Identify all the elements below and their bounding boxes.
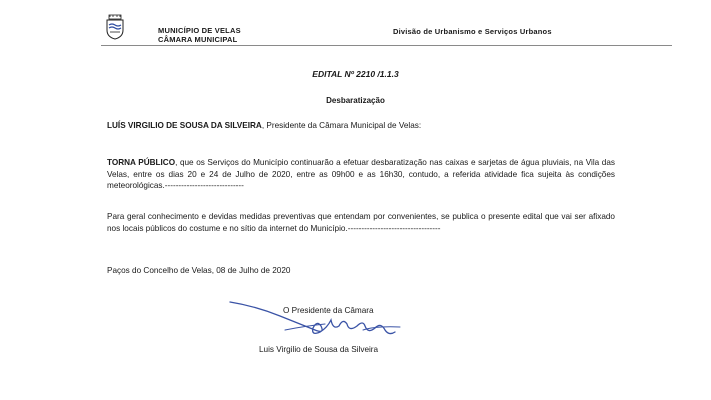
dateline: Paços do Concelho de Velas, 08 de Julho de 2020 bbox=[107, 266, 291, 275]
council-name: CÂMARA MUNICIPAL bbox=[158, 35, 238, 44]
header-divider bbox=[101, 45, 672, 46]
signature-role: O Presidente da Câmara bbox=[283, 306, 374, 315]
handwritten-signature bbox=[225, 296, 440, 346]
division-name: Divisão de Urbanismo e Serviços Urbanos bbox=[393, 27, 552, 36]
coat-of-arms-icon bbox=[103, 14, 127, 40]
president-name: LUÍS VIRGILIO DE SOUSA DA SILVEIRA bbox=[107, 121, 262, 130]
header-municipality-block bbox=[158, 26, 241, 44]
announcement-text: , que os Serviços do Município continuarão a efetuar desbaratização nas caixas e sarjetas de água pluviais, na Vila das Velas, entre os dias 20 e 24 de Julho de 2020, entre as 09h00 e as 16h30, contudo, a referida atividade fica sujeita às condições meteorológicas.----------------------------- bbox=[107, 158, 615, 190]
notice-paragraph: Para geral conhecimento e devidas medidas preventivas que entendam por convenientes, se publica o presente edital que vai ser afixado nos locais públicos do costume e no sítio da internet do Município.---------------------------------- bbox=[107, 212, 615, 233]
announcement-lead: TORNA PÚBLICO bbox=[107, 158, 176, 167]
document-subject: Desbaratização bbox=[326, 96, 385, 105]
signatory-name: Luis Virgilio de Sousa da Silveira bbox=[259, 345, 379, 354]
edital-number: EDITAL Nº 2210 /1.1.3 bbox=[312, 69, 399, 79]
municipality-name: MUNICÍPIO DE VELAS bbox=[158, 26, 241, 35]
announcement-paragraph bbox=[107, 157, 615, 192]
president-title: , Presidente da Câmara Municipal de Velas: bbox=[261, 121, 422, 130]
president-paragraph bbox=[107, 120, 615, 132]
